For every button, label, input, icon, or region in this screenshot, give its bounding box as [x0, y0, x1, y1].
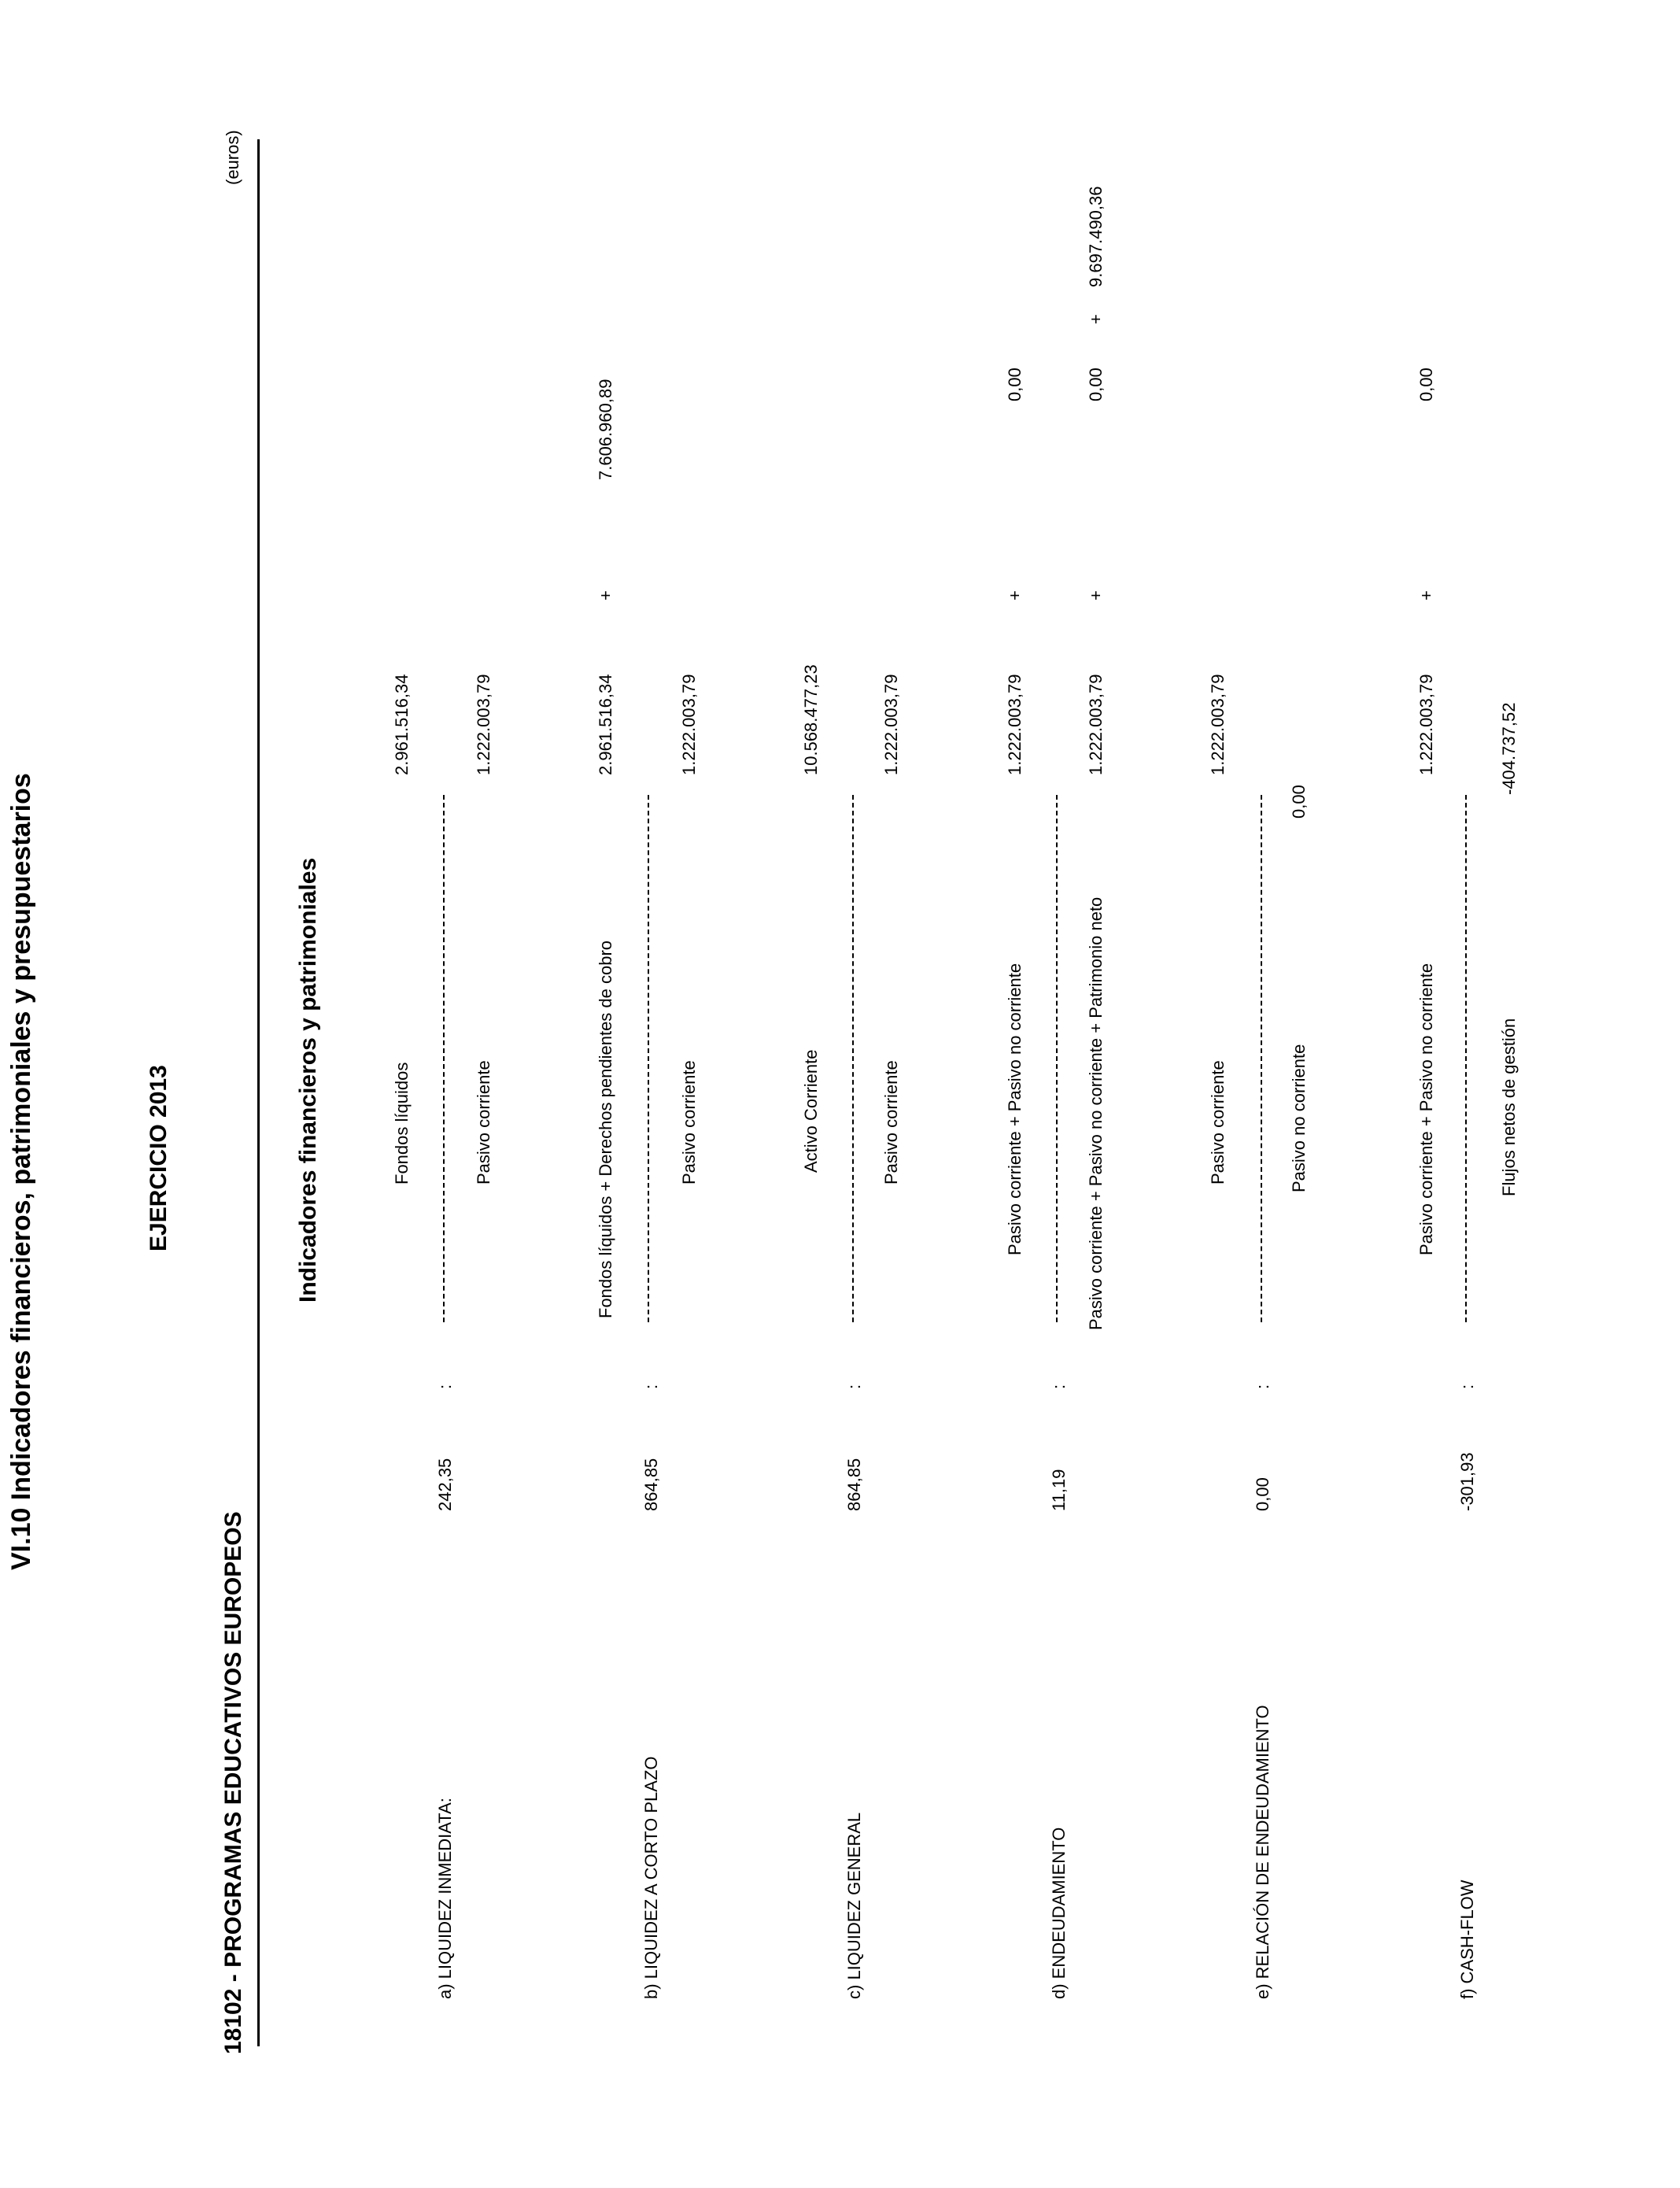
plus-sign: + [1086, 590, 1106, 601]
denominator-label: Pasivo corriente [881, 1060, 901, 1185]
indicator-colon: : [435, 1384, 455, 1389]
exercise-title: EJERCICIO 2013 [146, 1065, 172, 1251]
numerator-amount: 0,00 [1416, 368, 1436, 401]
units-label: (euros) [223, 130, 242, 185]
denominator-amount: 1.222.003,79 [881, 674, 901, 775]
indicator-value: 864,85 [641, 1458, 661, 1511]
indicator-value: 242,35 [435, 1458, 455, 1511]
numerator-amount: 2.961.516,34 [392, 674, 412, 775]
numerator-label: Fondos líquidos [392, 1062, 412, 1185]
header-rule [257, 139, 260, 2046]
indicator-colon: : [1049, 1384, 1069, 1389]
fraction-line [1056, 795, 1058, 1322]
fraction-line [648, 795, 649, 1322]
indicator-label: b) LIQUIDEZ A CORTO PLAZO [641, 1756, 661, 1999]
plus-sign: + [1416, 590, 1436, 601]
indicator-value: -301,93 [1457, 1452, 1477, 1511]
plus-sign: + [596, 590, 615, 601]
numerator-amount: 7.606.960,89 [596, 379, 615, 480]
fraction-line [852, 795, 854, 1322]
fraction-line [443, 795, 445, 1322]
plus-sign: + [1005, 590, 1025, 601]
numerator-label: Pasivo corriente + Pasivo no corriente [1416, 963, 1436, 1255]
denominator-label: Flujos netos de gestión [1499, 1018, 1519, 1196]
indicator-colon: : [1253, 1384, 1272, 1389]
denominator-label: Pasivo corriente [474, 1060, 493, 1185]
fraction-line [1465, 795, 1467, 1322]
numerator-label: Activo Corriente [801, 1049, 821, 1173]
program-title: 18102 - PROGRAMAS EDUCATIVOS EUROPEOS [220, 1511, 246, 2054]
indicator-label: f) CASH-FLOW [1457, 1879, 1477, 1999]
denominator-label: Pasivo corriente [679, 1060, 699, 1185]
numerator-label: Pasivo corriente + Pasivo no corriente [1005, 963, 1025, 1255]
numerator-label: Fondos líquidos + Derechos pendientes de cobro [596, 940, 615, 1318]
denominator-amount: 1.222.003,79 [474, 674, 493, 775]
plus-sign: + [1086, 314, 1106, 324]
numerator-amount: 1.222.003,79 [1005, 674, 1025, 775]
indicator-colon: : [641, 1384, 661, 1389]
numerator-amount: 10.568.477,23 [801, 664, 821, 775]
denominator-amount: -404.737,52 [1499, 702, 1519, 795]
numerator-amount: 0,00 [1005, 368, 1025, 401]
indicator-label: a) LIQUIDEZ INMEDIATA: [435, 1798, 455, 1999]
indicator-colon: : [844, 1384, 864, 1389]
fraction-line [1261, 795, 1262, 1322]
indicator-value: 0,00 [1253, 1477, 1272, 1511]
indicator-label: d) ENDEUDAMIENTO [1049, 1827, 1069, 1999]
indicator-label: e) RELACIÓN DE ENDEUDAMIENTO [1253, 1705, 1272, 1999]
indicator-value: 11,19 [1049, 1469, 1069, 1511]
page-title: VI.10 Indicadores financieros, patrimoniales y presupuestarios [6, 773, 36, 1570]
denominator-amount: 0,00 [1086, 368, 1106, 401]
denominator-amount: 9.697.490,36 [1086, 186, 1106, 287]
indicator-colon: : [1457, 1384, 1477, 1389]
denominator-amount: 1.222.003,79 [679, 674, 699, 775]
indicator-value: 864,85 [844, 1458, 864, 1511]
indicator-label: c) LIQUIDEZ GENERAL [844, 1812, 864, 1999]
denominator-label: Pasivo no corriente [1289, 1044, 1309, 1192]
numerator-amount: 1.222.003,79 [1416, 674, 1436, 775]
denominator-label: Pasivo corriente + Pasivo no corriente + Patrimonio neto [1086, 896, 1106, 1330]
numerator-amount: 2.961.516,34 [596, 674, 615, 775]
numerator-amount: 1.222.003,79 [1208, 674, 1228, 775]
section-title: Indicadores financieros y patrimoniales [295, 857, 321, 1303]
denominator-amount: 1.222.003,79 [1086, 674, 1106, 775]
numerator-label: Pasivo corriente [1208, 1060, 1228, 1185]
denominator-amount: 0,00 [1289, 785, 1309, 819]
